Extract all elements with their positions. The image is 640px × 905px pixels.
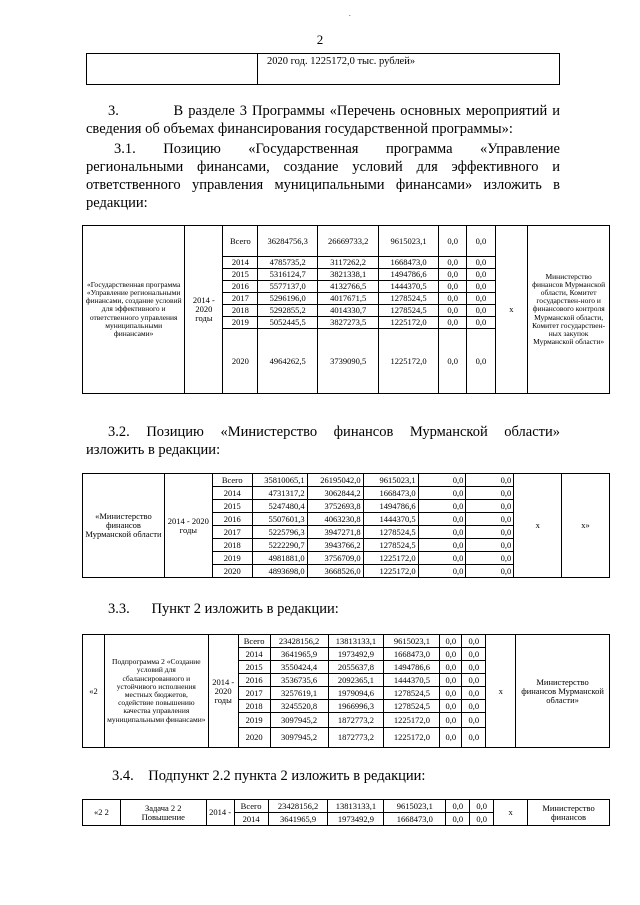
cell-local: 0,0 xyxy=(446,800,470,813)
cell-other: 0,0 xyxy=(462,635,486,648)
cell-other: 0,0 xyxy=(462,687,486,700)
cell-other: 0,0 xyxy=(467,257,495,269)
cell-total: 4893698,0 xyxy=(252,565,307,578)
cell-local: 0,0 xyxy=(440,661,462,674)
item-3-4-number: 3.4. xyxy=(112,768,134,784)
cell-regional: 3756709,0 xyxy=(307,552,363,565)
cell-total: 3097945,2 xyxy=(270,713,328,728)
cell-local: 0,0 xyxy=(439,281,467,293)
cell-federal: 1444370,5 xyxy=(384,674,440,687)
cell-other: 0,0 xyxy=(470,813,494,826)
cell-other: 0,0 xyxy=(462,648,486,661)
cell-local: 0,0 xyxy=(439,329,467,394)
cell-federal: 1494786,6 xyxy=(384,661,440,674)
cell-total: 5247480,4 xyxy=(252,500,307,513)
cell-regional: 1872773,2 xyxy=(328,728,384,748)
cell-federal: 1668473,0 xyxy=(384,648,440,661)
section-3-number: 3. xyxy=(108,103,119,119)
cell-regional: 3827273,5 xyxy=(318,317,379,329)
cell-local: 0,0 xyxy=(418,500,466,513)
ministry-period: 2014 - 2020 годы xyxy=(164,474,212,578)
cell-other: 0,0 xyxy=(466,474,514,487)
cell-federal: 1278524,5 xyxy=(379,305,439,317)
cell-other: 0,0 xyxy=(467,317,495,329)
top-row-text: 2020 год. 1225172,0 тыс. рублей» xyxy=(267,56,416,67)
program-period: 2014 - 2020 годы xyxy=(185,226,223,394)
table-row-year: 2015 xyxy=(212,500,252,513)
table-row-year: 2014 xyxy=(234,813,268,826)
table-row-year: Всего xyxy=(238,635,270,648)
cell-other: 0,0 xyxy=(466,526,514,539)
cell-federal: 1494786,6 xyxy=(379,269,439,281)
table-row-year: 2018 xyxy=(223,305,258,317)
program-name: «Государственная программа «Управление региональными финансами, создание условий для эффективного и ответственного управления муниципальными финансами» xyxy=(83,226,185,394)
cell-regional: 1979094,6 xyxy=(328,687,384,700)
cell-local: 0,0 xyxy=(418,539,466,552)
responsible-executor: Министерство финансов Мурманской области» xyxy=(516,635,610,748)
cell-local: 0,0 xyxy=(418,474,466,487)
cell-local: 0,0 xyxy=(439,293,467,305)
cell-total: 5296196,0 xyxy=(258,293,318,305)
cell-federal: 1225172,0 xyxy=(363,552,418,565)
x-mark: x xyxy=(486,635,516,748)
item-3-2-line-2: изложить в редакции: xyxy=(86,442,221,458)
cell-federal: 1278524,5 xyxy=(384,687,440,700)
table-ministry xyxy=(82,473,610,578)
cell-federal: 1494786,6 xyxy=(363,500,418,513)
item-3-1-line-1: 3.1. Позицию «Государственная программа «Управление xyxy=(114,141,560,157)
section-3-line-1: В разделе 3 Программы «Перечень основных мероприятий и xyxy=(173,103,560,119)
cell-total: 23428156,2 xyxy=(270,635,328,648)
cell-total: 5316124,7 xyxy=(258,269,318,281)
table-row-year: 2016 xyxy=(238,674,270,687)
cell-local: 0,0 xyxy=(439,257,467,269)
cell-regional: 1872773,2 xyxy=(328,713,384,728)
table-row-year: 2018 xyxy=(238,700,270,713)
cell-federal: 1225172,0 xyxy=(384,728,440,748)
item-3-3-number: 3.3. xyxy=(108,601,130,617)
cell-local: 0,0 xyxy=(440,648,462,661)
cell-federal: 1278524,5 xyxy=(379,293,439,305)
cell-regional: 3821338,1 xyxy=(318,269,379,281)
cell-regional: 26195042,0 xyxy=(307,474,363,487)
cell-regional: 1966996,3 xyxy=(328,700,384,713)
page-dot: . xyxy=(349,10,351,18)
cell-local: 0,0 xyxy=(439,317,467,329)
cell-regional: 4063230,8 xyxy=(307,513,363,526)
table-row-year: 2020 xyxy=(238,728,270,748)
table-row-year: 2019 xyxy=(212,552,252,565)
cell-other: 0,0 xyxy=(466,513,514,526)
cell-regional: 1973492,9 xyxy=(328,813,384,826)
item-3-2-line-1: 3.2. Позицию «Министерство финансов Мурманской области» xyxy=(108,424,560,440)
table-subprogram-2 xyxy=(82,634,610,748)
responsible-executors: Министерство финансов Мурманской области, Комитет государствен-ного и финансового контроля Мурманской области, Комитет государствен-ных закупок Мурманской области» xyxy=(528,226,610,394)
cell-other: 0,0 xyxy=(466,539,514,552)
cell-total: 3641965,9 xyxy=(268,813,328,826)
cell-total: 3097945,2 xyxy=(270,728,328,748)
cell-local: 0,0 xyxy=(440,674,462,687)
cell-federal: 1225172,0 xyxy=(379,317,439,329)
cell-regional: 3117262,2 xyxy=(318,257,379,269)
cell-other: 0,0 xyxy=(467,226,495,257)
x-mark: x xyxy=(495,226,528,394)
table-row-year: 2020 xyxy=(223,329,258,394)
cell-total: 23428156,2 xyxy=(268,800,328,813)
cell-other: 0,0 xyxy=(467,305,495,317)
cell-total: 5507601,3 xyxy=(252,513,307,526)
cell-regional: 13813133,1 xyxy=(328,635,384,648)
cell-other: 0,0 xyxy=(466,500,514,513)
cell-other: 0,0 xyxy=(467,329,495,394)
table-state-program xyxy=(82,225,610,394)
row-index: «2 xyxy=(83,635,105,748)
item-3-2-paragraph xyxy=(86,423,560,459)
cell-federal: 1225172,0 xyxy=(384,713,440,728)
cell-other: 0,0 xyxy=(462,674,486,687)
cell-local: 0,0 xyxy=(440,728,462,748)
ministry-name: «Министерство финансов Мурманской области xyxy=(83,474,165,578)
cell-total: 36284756,3 xyxy=(258,226,318,257)
cell-regional: 2092365,1 xyxy=(328,674,384,687)
cell-total: 3550424,4 xyxy=(270,661,328,674)
item-3-4-text: Подпункт 2.2 пункта 2 изложить в редакции: xyxy=(148,768,426,784)
cell-federal: 1225172,0 xyxy=(379,329,439,394)
cell-total: 5225796,3 xyxy=(252,526,307,539)
cell-total: 35810065,1 xyxy=(252,474,307,487)
cell-local: 0,0 xyxy=(418,565,466,578)
cell-other: 0,0 xyxy=(467,281,495,293)
cell-total: 4964262,5 xyxy=(258,329,318,394)
table-row-year: 2017 xyxy=(223,293,258,305)
cell-federal: 9615023,1 xyxy=(384,635,440,648)
cell-other: 0,0 xyxy=(462,661,486,674)
cell-local: 0,0 xyxy=(418,513,466,526)
cell-other: 0,0 xyxy=(466,552,514,565)
section-3-line-2: сведения об объемах финансирования государственной программы»: xyxy=(86,121,513,137)
cell-federal: 1668473,0 xyxy=(384,813,446,826)
responsible-executor: Министерство финансов xyxy=(528,800,610,826)
cell-regional: 3668526,0 xyxy=(307,565,363,578)
cell-local: 0,0 xyxy=(440,700,462,713)
table-row-year: Всего xyxy=(234,800,268,813)
cell-total: 5222290,7 xyxy=(252,539,307,552)
cell-total: 5052445,5 xyxy=(258,317,318,329)
cell-total: 4785735,2 xyxy=(258,257,318,269)
cell-local: 0,0 xyxy=(439,305,467,317)
cell-other: 0,0 xyxy=(466,487,514,500)
cell-total: 3245520,8 xyxy=(270,700,328,713)
cell-federal: 1668473,0 xyxy=(379,257,439,269)
x-mark: x xyxy=(494,800,528,826)
item-3-1-paragraph xyxy=(86,140,560,212)
cell-federal: 1278524,5 xyxy=(363,526,418,539)
cell-regional: 3752693,8 xyxy=(307,500,363,513)
task-name: Задача 2 2 Повышение xyxy=(120,800,206,826)
table-row-year: 2015 xyxy=(223,269,258,281)
table-row-year: Всего xyxy=(223,226,258,257)
cell-federal: 1444370,5 xyxy=(379,281,439,293)
cell-regional: 1973492,9 xyxy=(328,648,384,661)
cell-federal: 1668473,0 xyxy=(363,487,418,500)
cell-federal: 1278524,5 xyxy=(363,539,418,552)
table-row-year: 2016 xyxy=(212,513,252,526)
item-3-3-text: Пункт 2 изложить в редакции: xyxy=(151,601,339,617)
cell-regional: 2055637,8 xyxy=(328,661,384,674)
cell-federal: 9615023,1 xyxy=(363,474,418,487)
cell-federal: 1225172,0 xyxy=(363,565,418,578)
cell-local: 0,0 xyxy=(440,713,462,728)
cell-local: 0,0 xyxy=(418,552,466,565)
cell-other: 0,0 xyxy=(462,713,486,728)
cell-other: 0,0 xyxy=(462,728,486,748)
cell-total: 4731317,2 xyxy=(252,487,307,500)
cell-local: 0,0 xyxy=(439,269,467,281)
cell-total: 5292855,2 xyxy=(258,305,318,317)
cell-total: 3536735,6 xyxy=(270,674,328,687)
item-3-1-line-4: редакции: xyxy=(86,195,148,211)
cell-regional: 4017671,5 xyxy=(318,293,379,305)
cell-other: 0,0 xyxy=(467,269,495,281)
cell-total: 3257619,1 xyxy=(270,687,328,700)
row-index: «2 2 xyxy=(83,800,121,826)
cell-total: 5577137,0 xyxy=(258,281,318,293)
cell-federal: 9615023,1 xyxy=(384,800,446,813)
table-row-year: 2019 xyxy=(223,317,258,329)
item-3-1-line-3: ответственного управления муниципальными финансами» изложить в xyxy=(86,177,560,193)
cell-other: 0,0 xyxy=(470,800,494,813)
item-3-3-heading xyxy=(108,601,339,618)
table-row-year: 2014 xyxy=(238,648,270,661)
cell-local: 0,0 xyxy=(446,813,470,826)
cell-local: 0,0 xyxy=(418,526,466,539)
cell-other: 0,0 xyxy=(466,565,514,578)
cell-other: 0,0 xyxy=(462,700,486,713)
cell-local: 0,0 xyxy=(418,487,466,500)
cell-regional: 3947271,8 xyxy=(307,526,363,539)
item-3-4-heading xyxy=(112,768,425,785)
cell-regional: 3943766,2 xyxy=(307,539,363,552)
table-row-year: Всего xyxy=(212,474,252,487)
subprogram-name: Подпрограмма 2 «Создание условий для сбалансированного и устойчивого исполнения местных бюджетов, содействие повышению качества управления муниципальными финансами» xyxy=(104,635,208,748)
cell-regional: 3739090,5 xyxy=(318,329,379,394)
table-row-year: 2019 xyxy=(238,713,270,728)
subprogram-period: 2014 - 2020 годы xyxy=(208,635,238,748)
table-row-year: 2017 xyxy=(238,687,270,700)
cell-regional: 4014330,7 xyxy=(318,305,379,317)
table-row-year: 2018 xyxy=(212,539,252,552)
item-3-1-line-2: региональными финансами, создание условий для эффективного и xyxy=(86,159,560,175)
cell-regional: 13813133,1 xyxy=(328,800,384,813)
task-period: 2014 - xyxy=(206,800,234,826)
cell-regional: 4132766,5 xyxy=(318,281,379,293)
top-table-fragment xyxy=(86,53,560,85)
cell-federal: 1278524,5 xyxy=(384,700,440,713)
table-row-year: 2015 xyxy=(238,661,270,674)
cell-local: 0,0 xyxy=(439,226,467,257)
page-number: 2 xyxy=(316,32,324,47)
cell-federal: 1444370,5 xyxy=(363,513,418,526)
cell-local: 0,0 xyxy=(440,635,462,648)
table-task-2-2 xyxy=(82,799,610,826)
cell-regional: 3062844,2 xyxy=(307,487,363,500)
table-row-year: 2014 xyxy=(212,487,252,500)
table-row-year: 2017 xyxy=(212,526,252,539)
cell-total: 4981881,0 xyxy=(252,552,307,565)
cell-regional: 26669733,2 xyxy=(318,226,379,257)
table-row-year: 2020 xyxy=(212,565,252,578)
cell-total: 3641965,9 xyxy=(270,648,328,661)
cell-other: 0,0 xyxy=(467,293,495,305)
table-row-year: 2014 xyxy=(223,257,258,269)
table-row-year: 2016 xyxy=(223,281,258,293)
x-mark: x xyxy=(514,474,562,578)
cell-federal: 9615023,1 xyxy=(379,226,439,257)
cell-local: 0,0 xyxy=(440,687,462,700)
section-3-paragraph xyxy=(86,102,560,138)
x-mark-closing: x» xyxy=(562,474,610,578)
